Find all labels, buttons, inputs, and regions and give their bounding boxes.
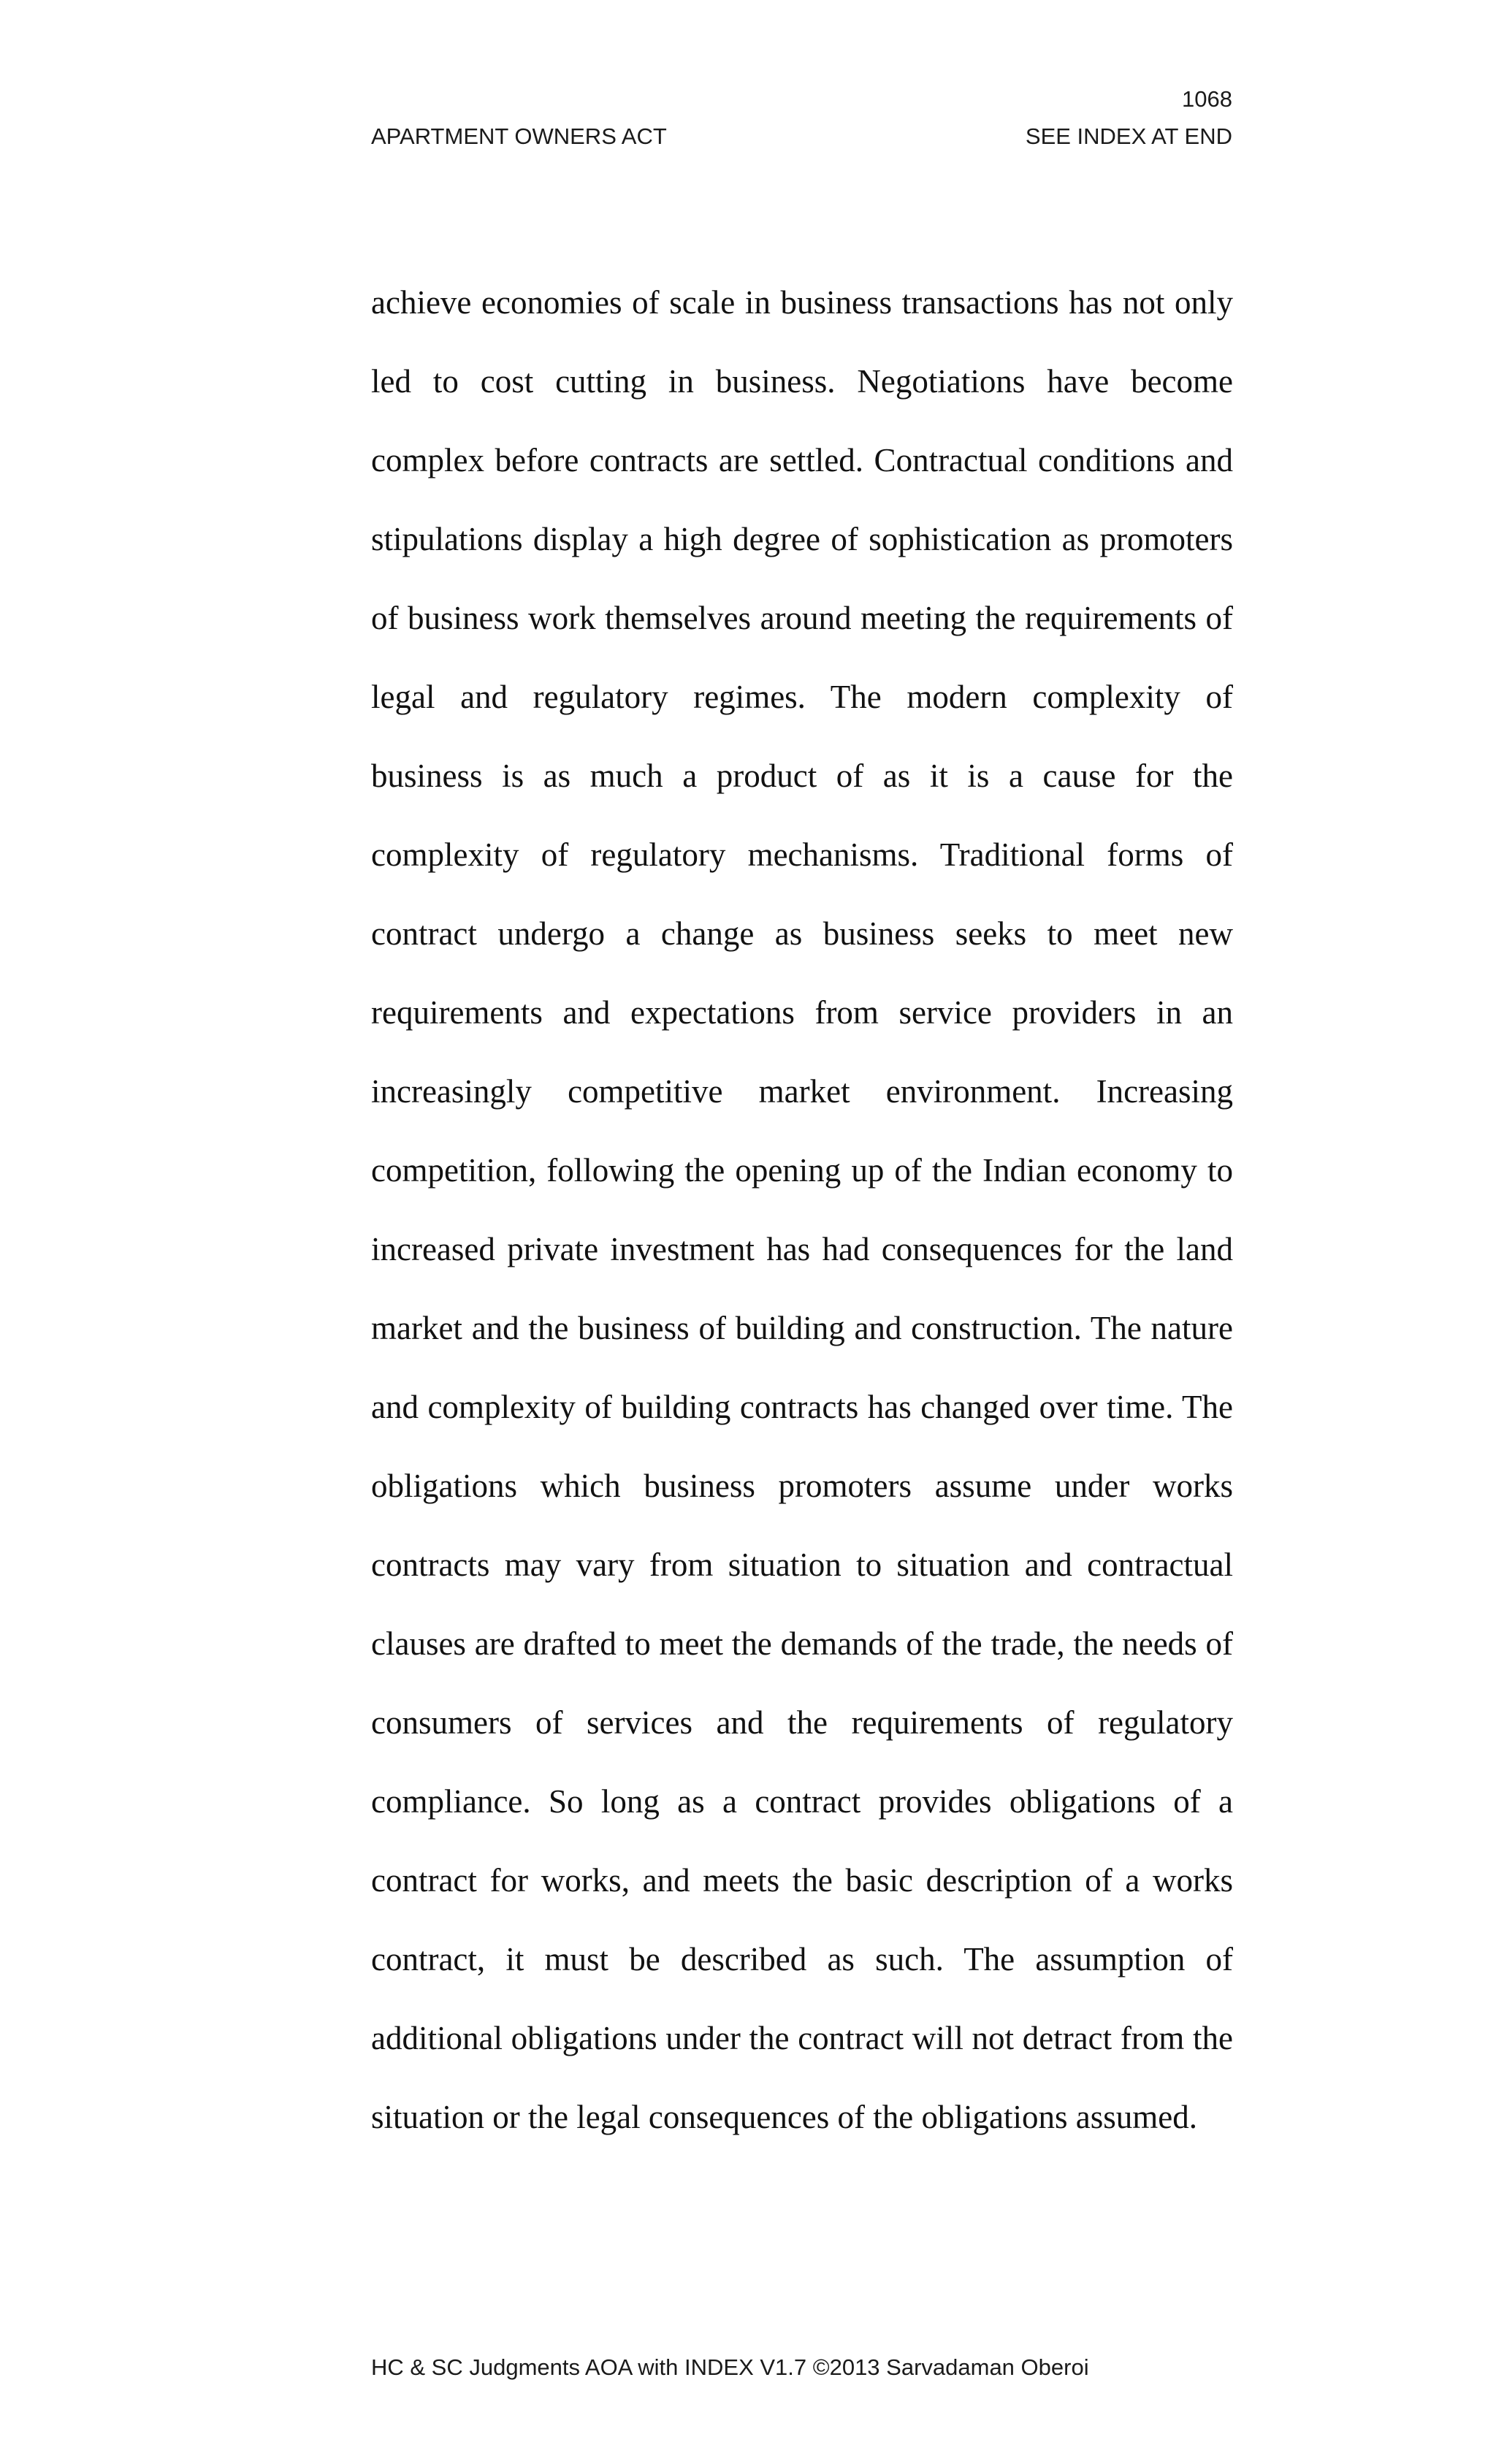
page-footer: HC & SC Judgments AOA with INDEX V1.7 ©2013 Sarvadaman Oberoi [371, 2354, 1089, 2380]
running-header-index-note: SEE INDEX AT END [1025, 123, 1232, 149]
running-header-title: APARTMENT OWNERS ACT [371, 123, 667, 149]
body-paragraph: achieve economies of scale in business transactions has not only led to cost cutting in business. Negotiations have become complex before contracts are settled. Contractual conditions and stipulations display a high degree of sophistication as promoters of business work themselves around meeting the requirements of legal and regulatory regimes. The modern complexity of business is as much a product of as it is a cause for the complexity of regulatory mechanisms. Traditional forms of contract undergo a change as business seeks to meet new requirements and expectations from service providers in an increasingly competitive market environment. Increasing competition, following the opening up of the Indian economy to increased private investment has had consequences for the land market and the business of building and construction. The nature and complexity of building contracts has changed over time. The obligations which business promoters assume under works contracts may vary from situation to situation and contractual clauses are drafted to meet the demands of the trade, the needs of consumers of services and the requirements of regulatory compliance. So long as a contract provides obligations of a contract for works, and meets the basic description of a works contract, it must be described as such. The assumption of additional obligations under the contract will not detract from the situation or the legal consequences of the obligations assumed. [371, 284, 1233, 2135]
page-number: 1068 [1182, 86, 1232, 112]
